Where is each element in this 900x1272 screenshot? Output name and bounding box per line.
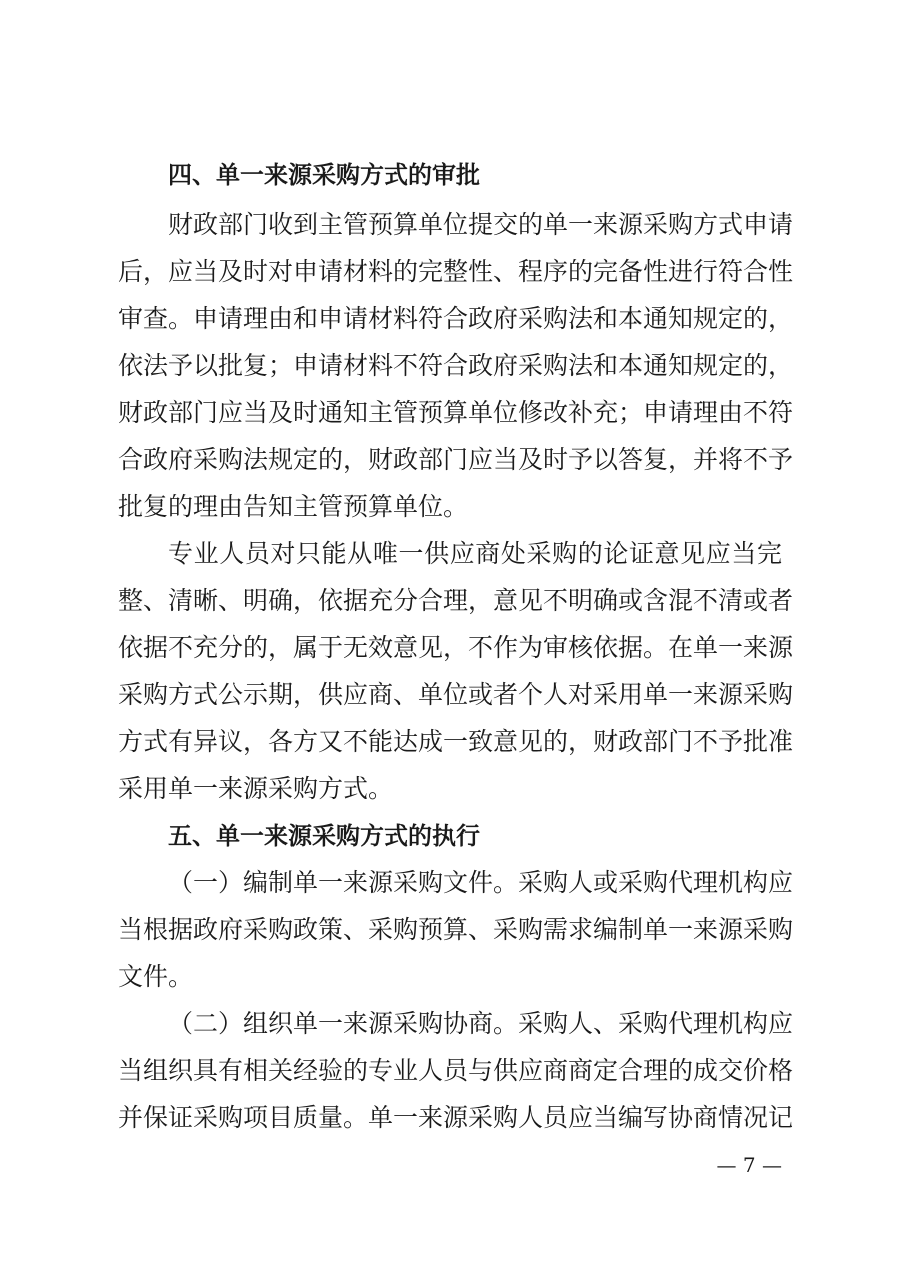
paragraph-line: 批复的理由告知主管预算单位。: [118, 492, 469, 521]
paragraph-line: 采用单一来源采购方式。: [118, 774, 394, 803]
paragraph-line: 财政部门应当及时通知主管预算单位修改补充；申请理由不符: [118, 398, 794, 427]
section-4-heading: 四、单一来源采购方式的审批: [168, 161, 480, 189]
paragraph-line: 合政府采购法规定的，财政部门应当及时予以答复，并将不予: [118, 445, 794, 474]
section-5-heading: 五、单一来源采购方式的执行: [168, 822, 480, 850]
paragraph-line: 专业人员对只能从唯一供应商处采购的论证意见应当完: [168, 539, 782, 568]
paragraph-line: 采购方式公示期，供应商、单位或者个人对采用单一来源采购: [118, 680, 794, 709]
paragraph-line: （一）编制单一来源采购文件。采购人或采购代理机构应: [168, 868, 794, 897]
paragraph-line: 依据不充分的，属于无效意见，不作为审核依据。在单一来源: [118, 633, 794, 662]
paragraph-line: 财政部门收到主管预算单位提交的单一来源采购方式申请: [168, 210, 794, 239]
paragraph-line: 后，应当及时对申请材料的完整性、程序的完备性进行符合性: [118, 257, 794, 286]
paragraph-line: 并保证采购项目质量。单一来源采购人员应当编写协商情况记: [118, 1103, 794, 1132]
paragraph-line: 当组织具有相关经验的专业人员与供应商商定合理的成交价格: [118, 1056, 794, 1085]
paragraph-line: 审查。申请理由和申请材料符合政府采购法和本通知规定的，: [118, 304, 794, 333]
page-number: — 7 —: [716, 1153, 782, 1177]
paragraph-line: 整、清晰、明确，依据充分合理，意见不明确或含混不清或者: [118, 586, 794, 615]
paragraph-line: 方式有异议，各方又不能达成一致意见的，财政部门不予批准: [118, 727, 794, 756]
paragraph-line: （二）组织单一来源采购协商。采购人、采购代理机构应: [168, 1009, 794, 1038]
paragraph-line: 当根据政府采购政策、采购预算、采购需求编制单一来源采购: [118, 915, 794, 944]
paragraph-line: 依法予以批复；申请材料不符合政府采购法和本通知规定的，: [118, 351, 794, 380]
paragraph-line: 文件。: [118, 962, 194, 991]
